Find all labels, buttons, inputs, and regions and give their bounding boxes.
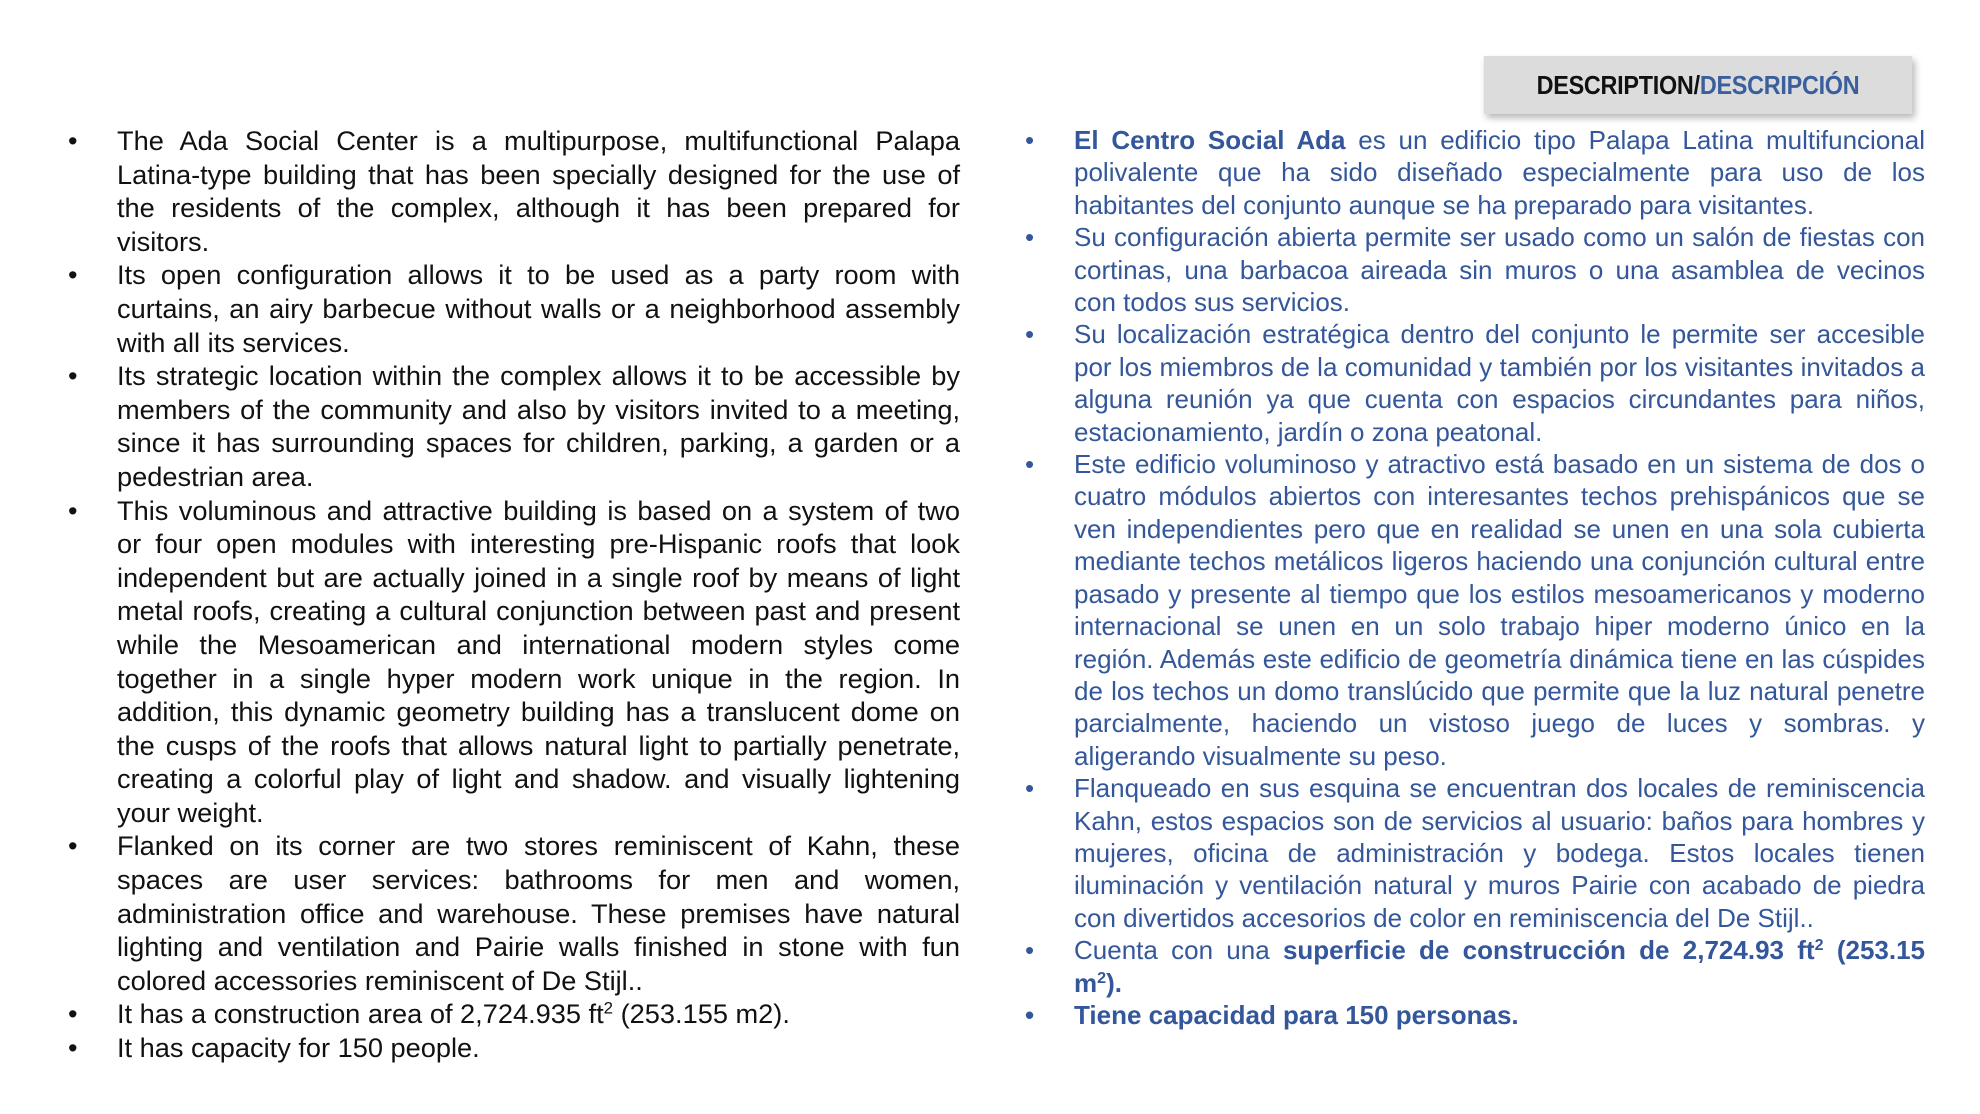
header-separator: / (1693, 69, 1700, 100)
list-item: • This voluminous and attractive building is based on a system of two or four open modules with interesting pre-Hispanic roofs that look independent but are actually joined in a single roof by means of light metal roofs, creating a cultural conjunction between past and present while the Mesoamerican and international modern styles come together in a single hyper modern work unique in the region. In addition, this dynamic geometry building has a translucent dome on the cusps of the roofs that allows natural light to partially penetrate, creating a colorful play of light and shadow. and visually lightening your weight. (68, 494, 960, 830)
list-item: • Its open configuration allows it to be used as a party room with curtains, an airy barbecue without walls or a neighborhood assembly with all its services. (68, 258, 960, 359)
list-item-area (1025, 934, 1925, 999)
area-superscript-metric: 2 (1097, 968, 1107, 987)
area-superscript: 2 (603, 999, 614, 1019)
english-description-list (68, 124, 960, 1065)
list-item: • Its strategic location within the complex allows it to be accessible by members of the community and also by visitors invited to a meeting, since it has surrounding spaces for children, parking, a garden or a pedestrian area. (68, 359, 960, 493)
list-item: • Flanked on its corner are two stores reminiscent of Kahn, these spaces are user services: bathrooms for men and women, administration office and warehouse. These premises have natural lighting and ventilation and Pairie walls finished in stone with fun colored accessories reminiscent of De Stijl.. (68, 829, 960, 997)
list-item (1025, 124, 1925, 221)
header-title-en: DESCRIPTION (1536, 69, 1694, 100)
area-superscript: 2 (1814, 936, 1824, 955)
list-item: • Este edificio voluminoso y atractivo está basado en un sistema de dos o cuatro módulos abiertos con interesantes techos prehispánicos que se ven independientes pero que en realidad se unen en una sola cubierta mediante techos metálicos ligeros haciendo una conjunción cultural entre pasado y presente al tiempo que los estilos mesoamericanos y moderno internacional se unen en un solo trabajo hiper moderno único en la región. Además este edificio de geometría dinámica tiene en las cúspides de los techos un domo translúcido que permite que la luz natural penetre parcialmente, haciendo un vistoso juego de luces y sombras. y aligerando visualmente su peso. (1025, 448, 1925, 772)
spanish-description-list (1025, 124, 1925, 1031)
area-lead: Cuenta con una (1074, 935, 1283, 966)
list-item: • Su configuración abierta permite ser usado como un salón de fiestas con cortinas, una barbacoa aireada sin muros o una asamblea de vecinos con todos sus servicios. (1025, 221, 1925, 318)
area-text: It has a construction area of 2,724.935 ft (117, 998, 604, 1030)
list-item-area (68, 997, 960, 1031)
section-header (1484, 56, 1912, 114)
header-title-es: DESCRIPCIÓN (1699, 69, 1860, 100)
list-item: • The Ada Social Center is a multipurpose, multifunctional Palapa Latina-type building that has been specially designed for the use of the residents of the complex, although it has been prepared for visitors. (68, 124, 960, 258)
list-item: • Su localización estratégica dentro del conjunto le permite ser accesible por los miembros de la comunidad y también por los visitantes invitados a alguna reunión ya que cuenta con espacios circundantes para niños, estacionamiento, jardín o zona peatonal. (1025, 318, 1925, 448)
area-bold: superficie de construcción de 2,724.93 ft (1282, 935, 1815, 966)
area-bold-end: ). (1106, 967, 1122, 998)
area-tail: (253.155 m2). (613, 998, 790, 1030)
area-bold-metric: (253.15 m (1074, 935, 1926, 998)
list-item: • Flanqueado en sus esquina se encuentran dos locales de reminiscencia Kahn, estos espacios son de servicios al usuario: baños para hombres y mujeres, oficina de administración y bodega. Estos locales tienen iluminación y ventilación natural y muros Pairie con acabado de piedra con divertidos accesorios de color en reminiscencia del De Stijl.. (1025, 772, 1925, 934)
item-text: es un edificio tipo Palapa Latina multifuncional polivalente que ha sido diseñado especialmente para uso de los habitantes del conjunto aunque se ha preparado para visitantes. (1074, 125, 1925, 220)
item-bold-lead: El Centro Social Ada (1074, 125, 1346, 155)
list-item-capacity: • Tiene capacidad para 150 personas. (1025, 999, 1925, 1031)
list-item-capacity: • It has capacity for 150 people. (68, 1031, 960, 1065)
